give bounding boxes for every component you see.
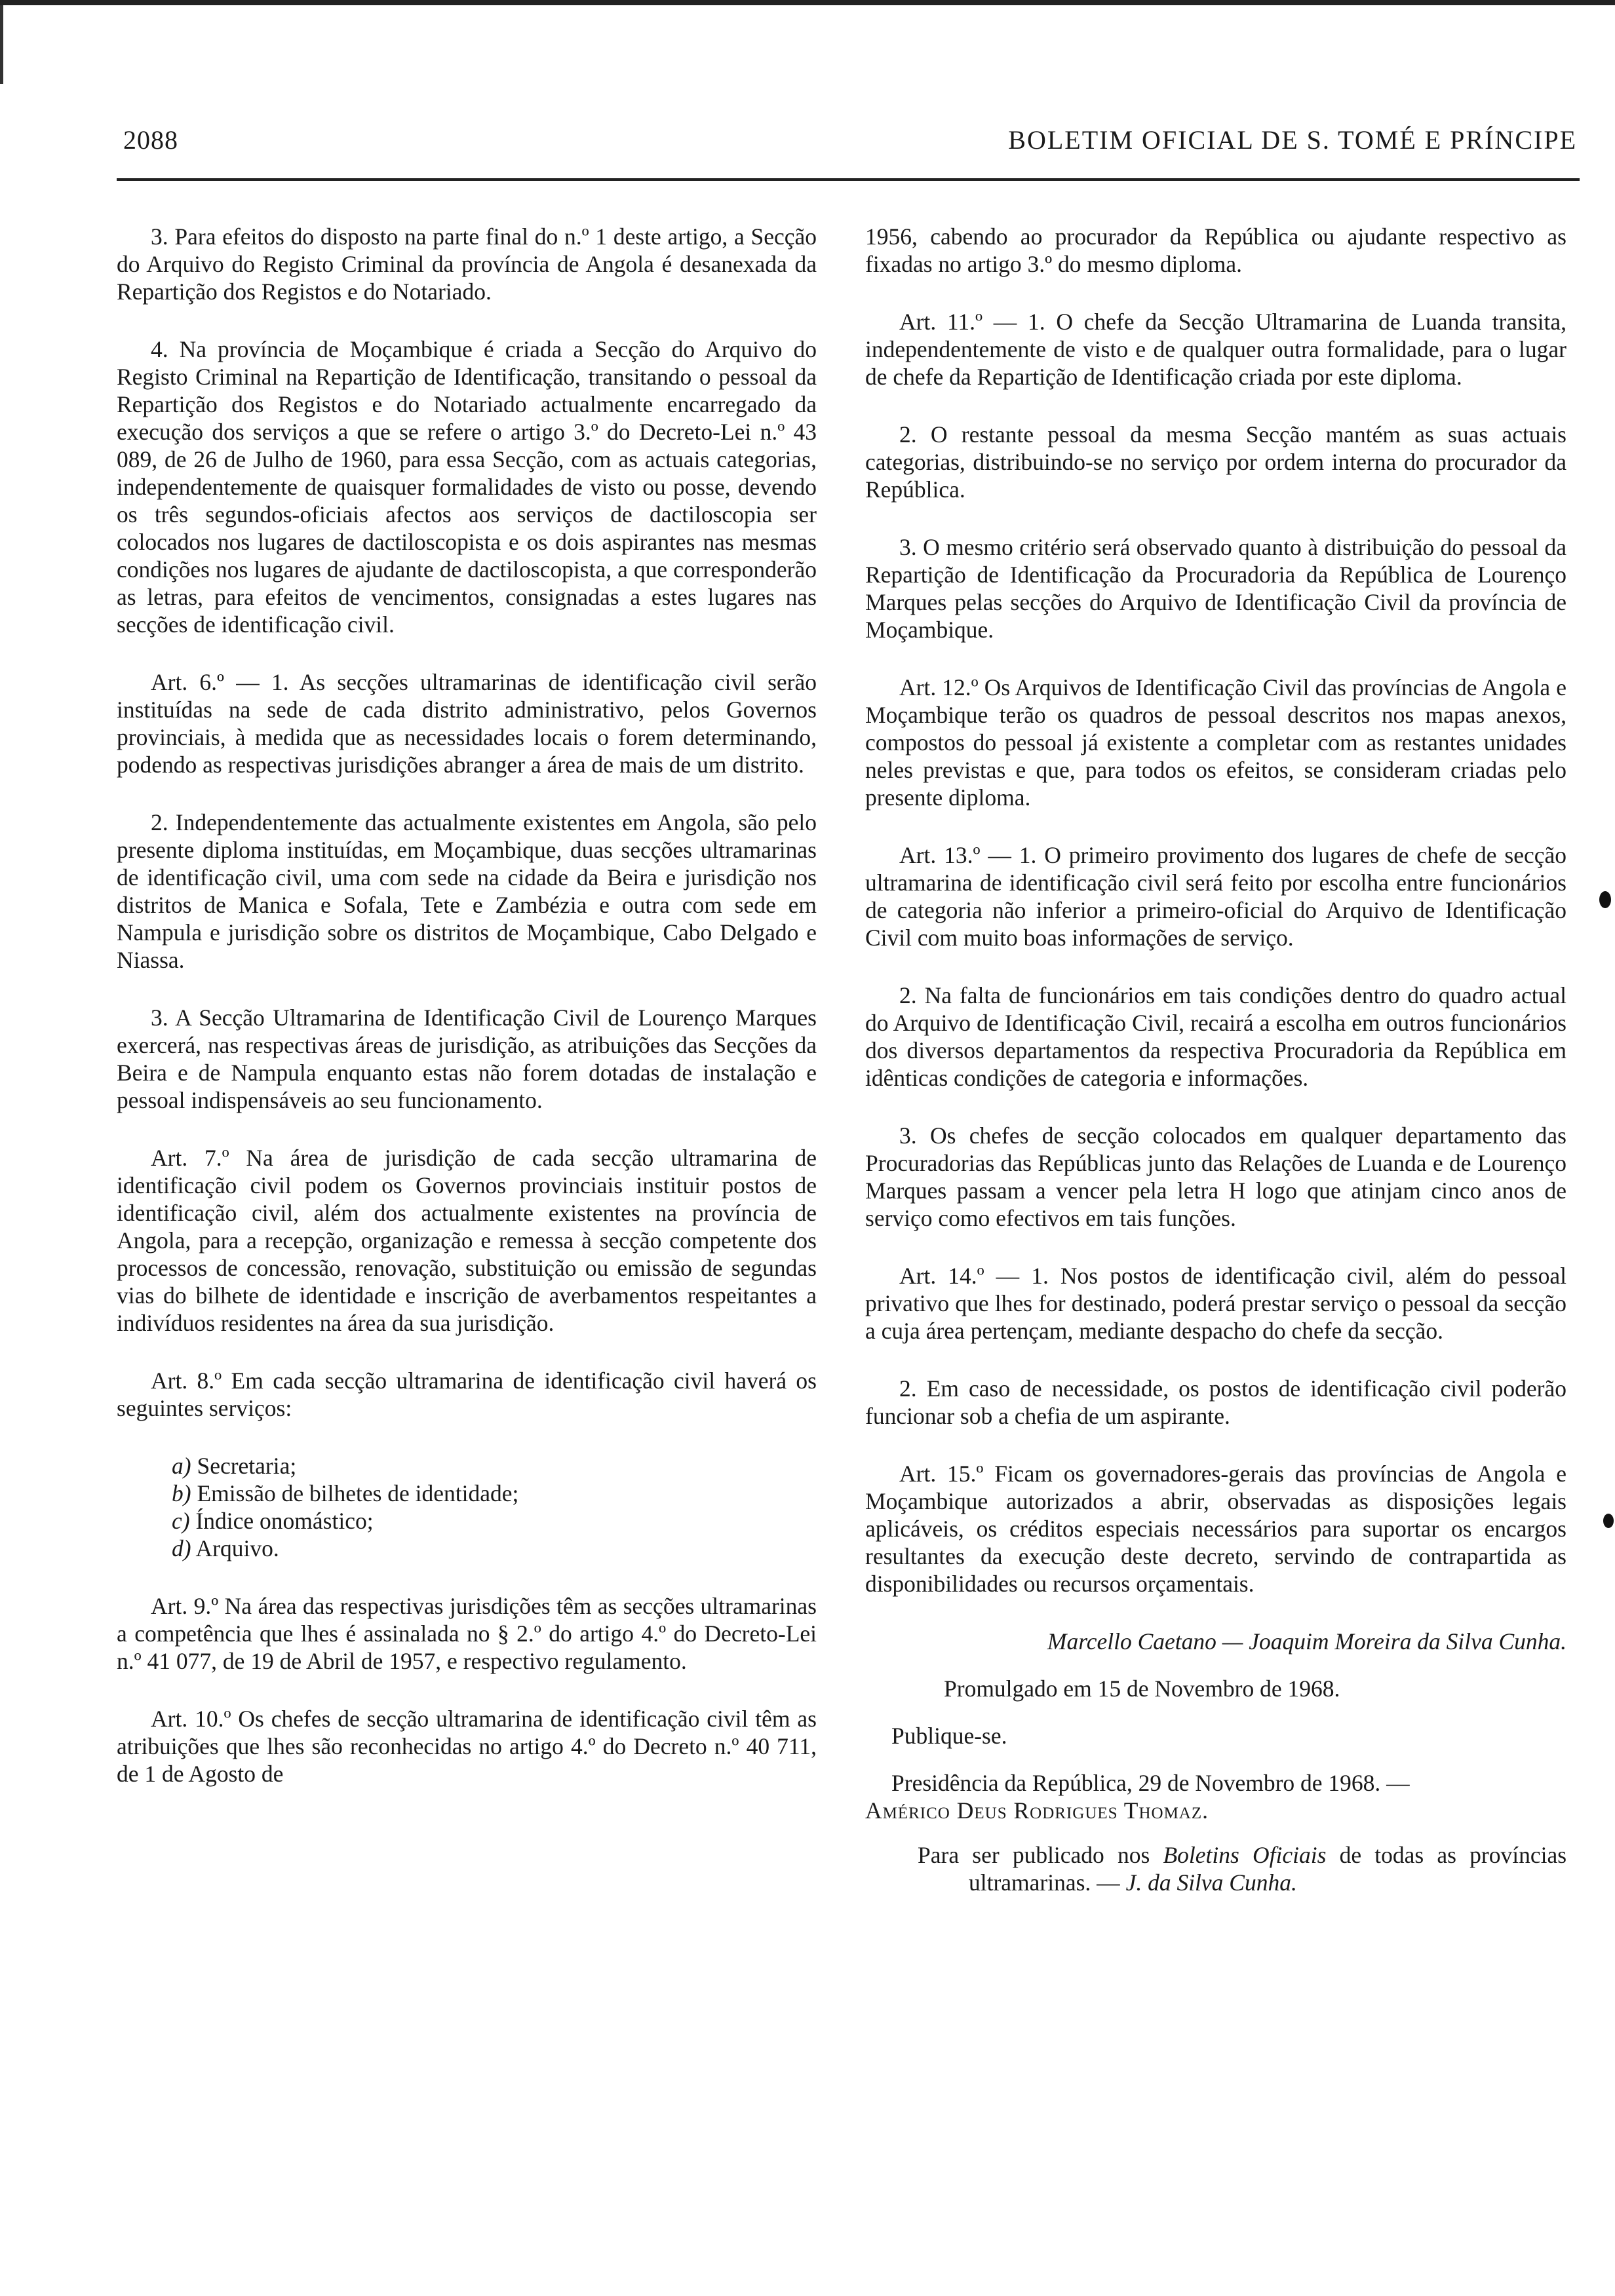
paragraph: Art. 14.º — 1. Nos postos de identificação civil, além do pessoal privativo que lhes for destinado, poderá prestar serviço o pessoal da secção a cuja área pertençam, mediante despacho do chefe da secção. [865,1263,1566,1344]
list-item-letter: a) [172,1453,191,1479]
presidency-line: Presidência da República, 29 de Novembro de 1968. — [891,1770,1410,1796]
paragraph: 1956, cabendo ao procurador da República ou ajudante respectivo as fixadas no artigo 3.º do mesmo diploma. [865,223,1566,277]
list-item [172,1535,817,1562]
paragraph: Art. 9.º Na área das respectivas jurisdições têm as secções ultramarinas a competência que lhes é assinalada no § 2.º do artigo 4.º do Decreto-Lei n.º 41 077, de 19 de Abril de 1957, e respectivo regulamento. [117,1593,817,1674]
paragraph: 2. Na falta de funcionários em tais condições dentro do quadro actual do Arquivo de Identificação Civil, recairá a escolha em outros funcionários dos diversos departamentos da respectiva Procuradoria da República em idênticas condições de categoria e informações. [865,982,1566,1091]
list-item-text: Emissão de bilhetes de identidade; [197,1480,519,1506]
right-column [865,223,1566,1896]
promulgation-line: Promulgado em 15 de Novembro de 1968. [944,1675,1340,1702]
journal-title: BOLETIM OFICIAL DE S. TOMÉ E PRÍNCIPE [1008,125,1577,155]
list-item [172,1480,817,1507]
page-number: 2088 [123,125,178,155]
header-rule [117,178,1580,181]
paragraph: Art. 11.º — 1. O chefe da Secção Ultramarina de Luanda transita, independentemente de visto e de qualquer outra formalidade, para o lugar de chefe da Repartição de Identificação criada por este diploma. [865,309,1566,390]
list-item-text: Índice onomástico; [195,1508,374,1534]
left-border-mark [0,5,3,84]
paragraph: 4. Na província de Moçambique é criada a Secção do Arquivo do Registo Criminal na Repartição de Identificação, transitando o pessoal da Repartição dos Registos e do Notariado actualmente encarregado da execução dos serviços a que se refere o artigo 3.º do Decreto-Lei n.º 43 089, de 26 de Julho de 1960, para essa Secção, com as actuais categorias, independentemente de quaisquer formalidades de visto ou posse, devendo os três segundos-oficiais afectos aos serviços de dactiloscopia ser colocados nos lugares de dactiloscopista e os dois aspirantes nas mesmas condições nos lugares de ajudante de dactiloscopista, a que corresponderão as letras, para efeitos de vencimentos, consignadas a estes lugares nas secções de identificação civil. [117,336,817,638]
paragraph: Art. 8.º Em cada secção ultramarina de identificação civil haverá os seguintes serviços: [117,1368,817,1421]
signatories: Marcello Caetano — Joaquim Moreira da Silva Cunha. [1047,1628,1566,1655]
list-item-letter: b) [172,1480,191,1506]
left-column [117,223,817,1818]
final-note [918,1841,1566,1896]
list-item [172,1452,817,1480]
final-note-italic: Boletins Oficiais [1163,1842,1327,1868]
top-border-rule [0,0,1615,5]
paragraph: 2. Independentemente das actualmente existentes em Angola, são pelo presente diploma instituídas, em Moçambique, duas secções ultramarinas de identificação civil, uma com sede na cidade da Beira e jurisdição nos distritos de Manica e Sofala, Tete e Zambézia e outra com sede em Nampula e jurisdição sobre os distritos de Moçambique, Cabo Delgado e Niassa. [117,809,817,973]
president-name [865,1797,1566,1824]
list-item-letter: c) [172,1508,190,1534]
final-note-middle: de todas as províncias ultramarinas. — [969,1842,1567,1896]
paragraph: 3. O mesmo critério será observado quanto à distribuição do pessoal da Repartição de Identificação da Procuradoria da República de Lourenço Marques pelas secções do Arquivo de Identificação Civil da província de Moçambique. [865,534,1566,643]
services-list [117,1452,817,1562]
final-note-prefix: Para ser publicado nos [918,1842,1150,1868]
paragraph: 3. Para efeitos do disposto na parte final do n.º 1 deste artigo, a Secção do Arquivo do Registo Criminal da província de Angola é desanexada da Repartição dos Registos e do Notariado. [117,223,817,305]
paragraph: 3. Os chefes de secção colocados em qualquer departamento das Procuradorias das Repúblicas junto das Relações de Luanda e de Lourenço Marques passam a vencer pela letra H logo que atinjam cinco anos de serviço como efectivos em tais funções. [865,1122,1566,1231]
final-note-signature: J. da Silva Cunha. [1125,1869,1297,1896]
scan-speck [1603,1514,1614,1528]
paragraph: 2. Em caso de necessidade, os postos de identificação civil poderão funcionar sob a chefia de um aspirante. [865,1375,1566,1429]
list-item [172,1507,817,1535]
paragraph: Art. 12.º Os Arquivos de Identificação Civil das províncias de Angola e Moçambique terão os quadros de pessoal descritos nos mapas anexos, compostos do pessoal já existente a completar com as restantes unidades neles previstas e que, para todos os efeitos, se consideram criadas pelo presente diploma. [865,674,1566,811]
list-item-letter: d) [172,1535,191,1561]
paragraph: Art. 6.º — 1. As secções ultramarinas de identificação civil serão instituídas na sede de cada distrito administrativo, pelos Governos provinciais, à medida que as necessidades locais o forem determinando, podendo as respectivas jurisdições abranger a área de mais de um distrito. [117,669,817,778]
publique-line: Publique-se. [891,1723,1007,1749]
paragraph: 3. A Secção Ultramarina de Identificação Civil de Lourenço Marques exercerá, nas respectivas áreas de jurisdição, as atribuições das Secções da Beira e de Nampula enquanto estas não forem dotadas de instalação e pessoal indispensáveis ao seu funcionamento. [117,1004,817,1113]
list-item-text: Arquivo. [195,1535,279,1561]
paragraph: Art. 13.º — 1. O primeiro provimento dos lugares de chefe de secção ultramarina de identificação civil será feito por escolha entre funcionários de categoria não inferior a primeiro-oficial do Arquivo de Identificação Civil com muito boas informações de serviço. [865,842,1566,951]
president-name-text: Américo Deus Rodrigues Thomaz. [865,1797,1209,1824]
paragraph: 2. O restante pessoal da mesma Secção mantém as suas actuais categorias, distribuindo-se no serviço por ordem interna do procurador da República. [865,421,1566,503]
list-item-text: Secretaria; [197,1453,297,1479]
page-header [123,124,1577,164]
paragraph: Art. 15.º Ficam os governadores-gerais das províncias de Angola e Moçambique autorizados a abrir, observadas as disposições legais aplicáveis, os créditos especiais necessários para suportar os encargos resultantes da execução deste decreto, servindo de contrapartida as disponibilidades ou recursos orçamentais. [865,1461,1566,1597]
paragraph: Art. 10.º Os chefes de secção ultramarina de identificação civil têm as atribuições que lhes são reconhecidas no artigo 4.º do Decreto n.º 40 711, de 1 de Agosto de [117,1706,817,1787]
paragraph: Art. 7.º Na área de jurisdição de cada secção ultramarina de identificação civil podem os Governos provinciais instituir postos de identificação civil, além dos actualmente existentes na província de Angola, para a recepção, organização e remessa à secção competente dos processos de concessão, renovação, substituição ou emissão de segundas vias do bilhete de identidade e inscrição de averbamentos respeitantes a indivíduos residentes na área da sua jurisdição. [117,1145,817,1336]
scan-speck [1599,891,1611,908]
